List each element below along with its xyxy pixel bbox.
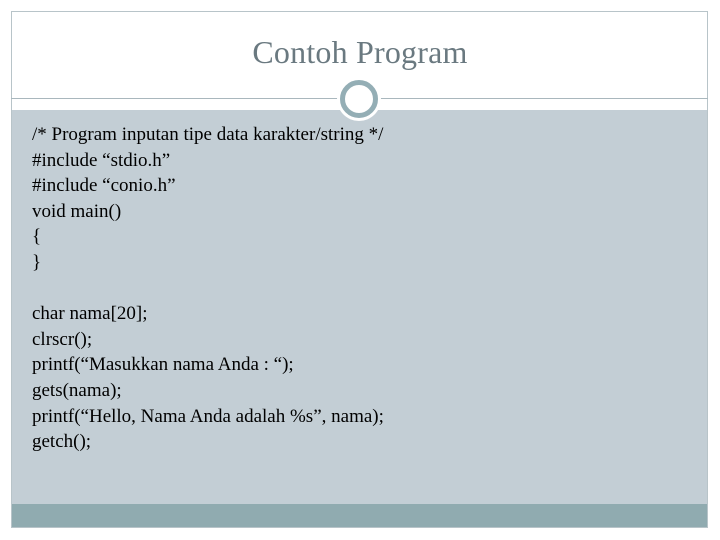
code-line: clrscr();: [32, 328, 93, 350]
code-line: printf(“Hello, Nama Anda adalah %s”, nama);: [32, 405, 384, 427]
code-line: void main(): [32, 200, 122, 222]
code-line: gets(nama);: [32, 379, 122, 401]
code-line: char nama[20];: [32, 303, 148, 325]
code-line: }: [32, 251, 42, 273]
code-line: /* Program inputan tipe data karakter/string */: [32, 124, 384, 145]
code-block: [32, 122, 384, 455]
code-line-blank: [32, 276, 384, 302]
footer-band: [12, 504, 707, 527]
code-line: #include “conio.h”: [32, 175, 176, 197]
code-line: getch();: [32, 431, 92, 453]
code-line: printf(“Masukkan nama Anda : “);: [32, 354, 294, 376]
slide-title: Contoh Program: [252, 34, 468, 70]
code-line: #include “stdio.h”: [32, 149, 171, 171]
ring-ornament-icon: [340, 80, 378, 118]
code-line: {: [32, 226, 42, 248]
